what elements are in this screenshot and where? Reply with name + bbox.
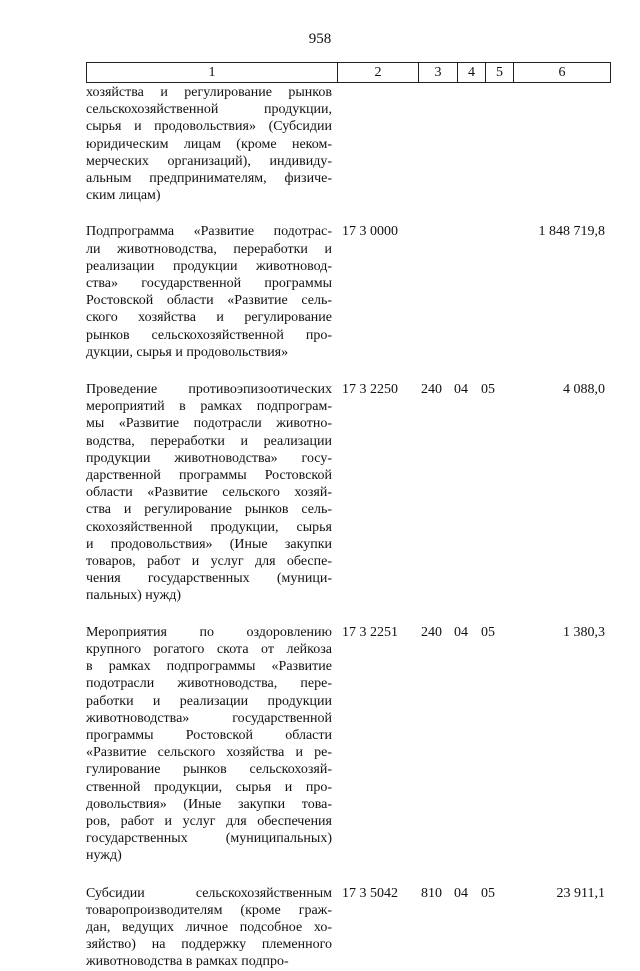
description-line: государственных (муниципальных) [86, 831, 332, 847]
description-line: животноводства» государственной [86, 710, 332, 726]
row-expense-type: 240 [421, 382, 442, 398]
row-description [86, 223, 332, 361]
description-line: работки и реализации продукции [86, 693, 332, 709]
description-line: и продовольствия» (Иные закупки [86, 536, 332, 552]
description-line: товаров, работ и услуг для обеспе- [86, 554, 332, 570]
description-line: Проведение противоэпизоотических [86, 382, 332, 398]
description-line: области «Развитие сельского хозяй- [86, 485, 332, 501]
description-line: «Развитие сельского хозяйства и ре- [86, 745, 332, 761]
description-line: Ростовской области «Развитие сель- [86, 293, 332, 309]
description-line: в рамках подпрограммы «Развитие [86, 659, 332, 675]
description-line: подотрасли животноводства, пере- [86, 676, 332, 692]
column-header-6: 6 [514, 63, 611, 83]
description-line: сельскохозяйственной продукции, [86, 102, 332, 118]
description-line: Мероприятия по оздоровлению [86, 624, 332, 640]
description-line: программы Ростовской области [86, 727, 332, 743]
description-line: дукции, сырья и продовольствия» [86, 344, 289, 360]
column-header-2: 2 [338, 63, 419, 83]
row-description [86, 885, 332, 971]
column-header-3: 3 [419, 63, 458, 83]
description-line: животноводства в рамках подпро- [86, 954, 289, 970]
column-header-4: 4 [458, 63, 486, 83]
description-line: рынков сельскохозяйственной про- [86, 327, 332, 343]
description-line: Субсидии сельскохозяйственным [86, 885, 332, 901]
description-line: крупного рогатого скота от лейкоза [86, 641, 332, 657]
description-line: водства, переработки и реализации [86, 433, 332, 449]
description-line: продукции животноводства» госу- [86, 450, 332, 466]
row-code: 17 3 2250 [342, 382, 398, 398]
row-description [86, 624, 332, 865]
description-line: дан, ведущих личное подсобное хо- [86, 919, 332, 935]
description-line: ров, работ и услуг для обеспечения [86, 813, 332, 829]
description-line: нужд) [86, 848, 122, 864]
column-header-1: 1 [87, 63, 338, 83]
description-line: мерческих организаций), индивиду- [86, 153, 332, 169]
row-description [86, 381, 332, 605]
column-header-5: 5 [486, 63, 514, 83]
row-code: 17 3 0000 [342, 224, 398, 240]
description-line: юридическим лицам (кроме неком- [86, 136, 332, 152]
table-row [86, 381, 606, 605]
table-row [86, 223, 606, 361]
column-header-table [86, 62, 611, 83]
description-line: товаропроизводителям (кроме граж- [86, 902, 332, 918]
row-section: 04 [454, 885, 468, 901]
description-line: мероприятий в рамках подпрограм- [86, 399, 332, 415]
description-line: ства и регулирование рынков сель- [86, 502, 332, 518]
budget-table-body [86, 84, 606, 971]
description-line: ского хозяйства и регулирование [86, 310, 332, 326]
row-amount: 4 088,0 [563, 382, 605, 398]
row-code: 17 3 5042 [342, 885, 398, 901]
description-line: ства» государственной программы [86, 276, 332, 292]
description-line: ственной продукции, сырья и про- [86, 779, 332, 795]
row-expense-type: 240 [421, 624, 442, 640]
row-expense-type: 810 [421, 885, 442, 901]
row-amount: 23 911,1 [556, 885, 605, 901]
row-subsection: 05 [481, 382, 495, 398]
row-description [86, 84, 332, 204]
table-row [86, 84, 606, 204]
description-line: пальных) нужд) [86, 588, 182, 604]
row-amount: 1 848 719,8 [538, 224, 605, 240]
row-subsection: 05 [481, 624, 495, 640]
table-row [86, 624, 606, 865]
table-row [86, 885, 606, 971]
description-line: альным предпринимателям, физиче- [86, 171, 332, 187]
description-line: ским лицам) [86, 188, 161, 204]
row-subsection: 05 [481, 885, 495, 901]
description-line: реализации продукции животновод- [86, 258, 332, 274]
description-line: ли животноводства, переработки и [86, 241, 332, 257]
description-line: мы «Развитие подотрасли животно- [86, 416, 332, 432]
description-line: чения государственных (муници- [86, 571, 332, 587]
description-line: дарственной программы Ростовской [86, 468, 332, 484]
description-line: Подпрограмма «Развитие подотрас- [86, 224, 332, 240]
description-line: сырья и продовольствия» (Субсидии [86, 119, 332, 135]
column-header-row [87, 63, 611, 83]
description-line: гулирование рынков сельскохозяй- [86, 762, 332, 778]
row-section: 04 [454, 382, 468, 398]
row-code: 17 3 2251 [342, 624, 398, 640]
page-number: 958 [308, 31, 332, 47]
description-line: зяйство) на поддержку племенного [86, 937, 332, 953]
row-amount: 1 380,3 [563, 624, 605, 640]
description-line: довольствия» (Иные закупки това- [86, 796, 332, 812]
description-line: скохозяйственной продукции, сырья [86, 519, 332, 535]
row-section: 04 [454, 624, 468, 640]
description-line: хозяйства и регулирование рынков [86, 85, 332, 100]
